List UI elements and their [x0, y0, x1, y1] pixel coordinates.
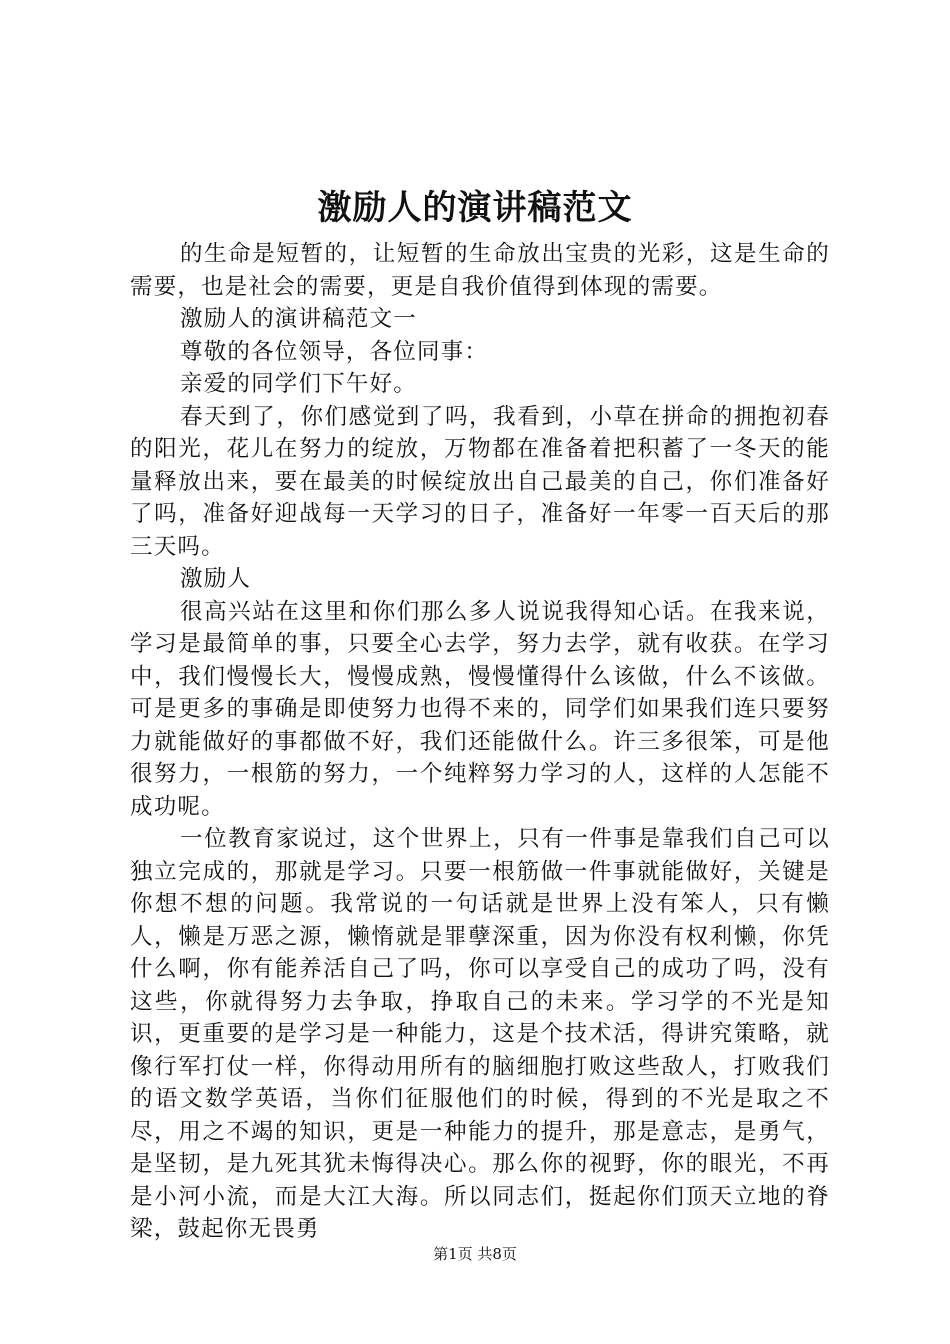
salutation: 尊敬的各位领导，各位同事：	[180, 338, 489, 365]
greeting: 亲爱的同学们下午好。	[180, 371, 418, 397]
page-footer: 第1页 共8页	[433, 1245, 517, 1263]
paragraph: 春天到了，你们感觉到了吗，我看到，小草在拼命的拥抱初春的阳光，花儿在努力的绽放，万物都在准备着把积蓄了一冬天的能量释放出来，要在最美的时候绽放出自己最美的自己，你们准备好了吗，准备好迎战每一天学习的日子，准备好一年零一百天后的那三天吗。	[130, 403, 830, 560]
paragraph: 很高兴站在这里和你们那么多人说说我得知心话。在我来说，学习是最简单的事，只要全心去学，努力去学，就有收获。在学习中，我们慢慢长大，慢慢成熟，慢慢懂得什么该做，什么不该做。可是更多的事确是即使努力也得不来的，同学们如果我们连只要努力就能做好的事都做不好，我们还能做什么。许三多很笨，可是他很努力，一根筋的努力，一个纯粹努力学习的人，这样的人怎能不成功呢。	[130, 598, 830, 820]
paragraph: 一位教育家说过，这个世界上，只有一件事是靠我们自己可以独立完成的，那就是学习。只要一根筋做一件事就能做好，关键是你想不想的问题。我常说的一句话就是世界上没有笨人，只有懒人，懒是万恶之源，懒惰就是罪孽深重，因为你没有权利懒，你凭什么啊，你有能养活自己了吗，你可以享受自己的成功了吗，没有这些，你就得努力去争取，挣取自己的未来。学习学的不光是知识，更重要的是学习是一种能力，这是个技术活，得讲究策略，就像行军打仗一样，你得动用所有的脑细胞打败这些敌人，打败我们的语文数学英语，当你们征服他们的时候，得到的不光是取之不尽，用之不竭的知识，更是一种能力的提升，那是意志，是勇气，是坚韧，是九死其犹未悔得决心。那么你的视野，你的眼光，不再是小河小流，而是大江大海。所以同志们，挺起你们顶天立地的脊梁，鼓起你无畏勇	[130, 826, 830, 1242]
section-heading: 激励人的演讲稿范文一	[180, 306, 418, 332]
paragraph: 激励人	[180, 566, 252, 592]
paragraph: 的生命是短暂的，让短暂的生命放出宝贵的光彩，这是生命的需要，也是社会的需要，更是自我价值得到体现的需要。	[130, 241, 830, 300]
document-title: 激励人的演讲稿范文	[317, 188, 633, 228]
document-body	[130, 238, 830, 1246]
